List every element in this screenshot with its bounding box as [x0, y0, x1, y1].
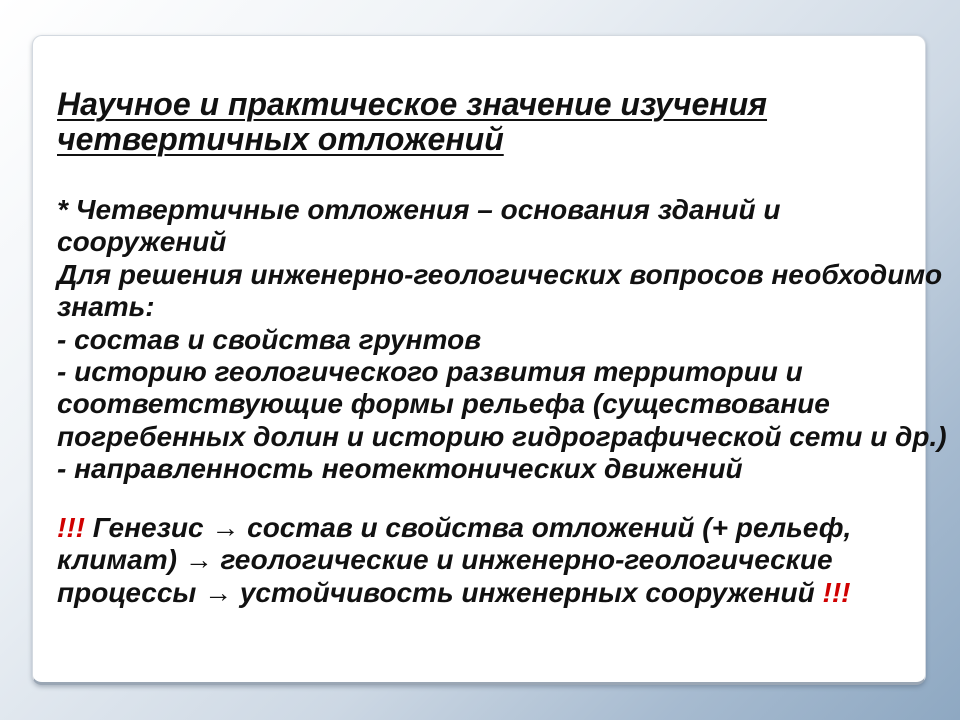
slide-content-panel — [32, 35, 947, 685]
summary-text — [57, 512, 917, 609]
emphasis-mark: !!! — [822, 576, 851, 608]
summary-line — [57, 512, 917, 544]
body-line: Для решения инженерно-геологических вопросов необходимо — [57, 258, 943, 290]
body-line: - историю геологического развития территории и — [57, 355, 803, 387]
body-line: * Четвертичные отложения – основания зданий и — [57, 194, 781, 225]
summary-line-text: процессы → устойчивость инженерных сооружений — [57, 576, 815, 608]
body-line: сооружений — [57, 226, 227, 258]
summary-line — [57, 544, 917, 576]
body-line: знать: — [57, 291, 155, 323]
summary-line-text: Генезис → состав и свойства отложений (+ рельеф, — [92, 512, 852, 543]
body-line: - состав и свойства грунтов — [57, 323, 482, 355]
summary-line — [57, 577, 917, 609]
body-line: соответствующие формы рельефа (существование — [57, 388, 830, 420]
emphasis-mark: !!! — [57, 512, 85, 543]
body-line: погребенных долин и историю гидрографической сети и др.) — [57, 420, 947, 452]
slide-title: Научное и практическое значение изучения четвертичных отложений — [57, 86, 768, 157]
body-text — [57, 194, 947, 486]
summary-line-text: климат) → геологические и инженерно-геологические — [57, 544, 833, 576]
body-line: - направленность неотектонических движений — [57, 453, 743, 485]
